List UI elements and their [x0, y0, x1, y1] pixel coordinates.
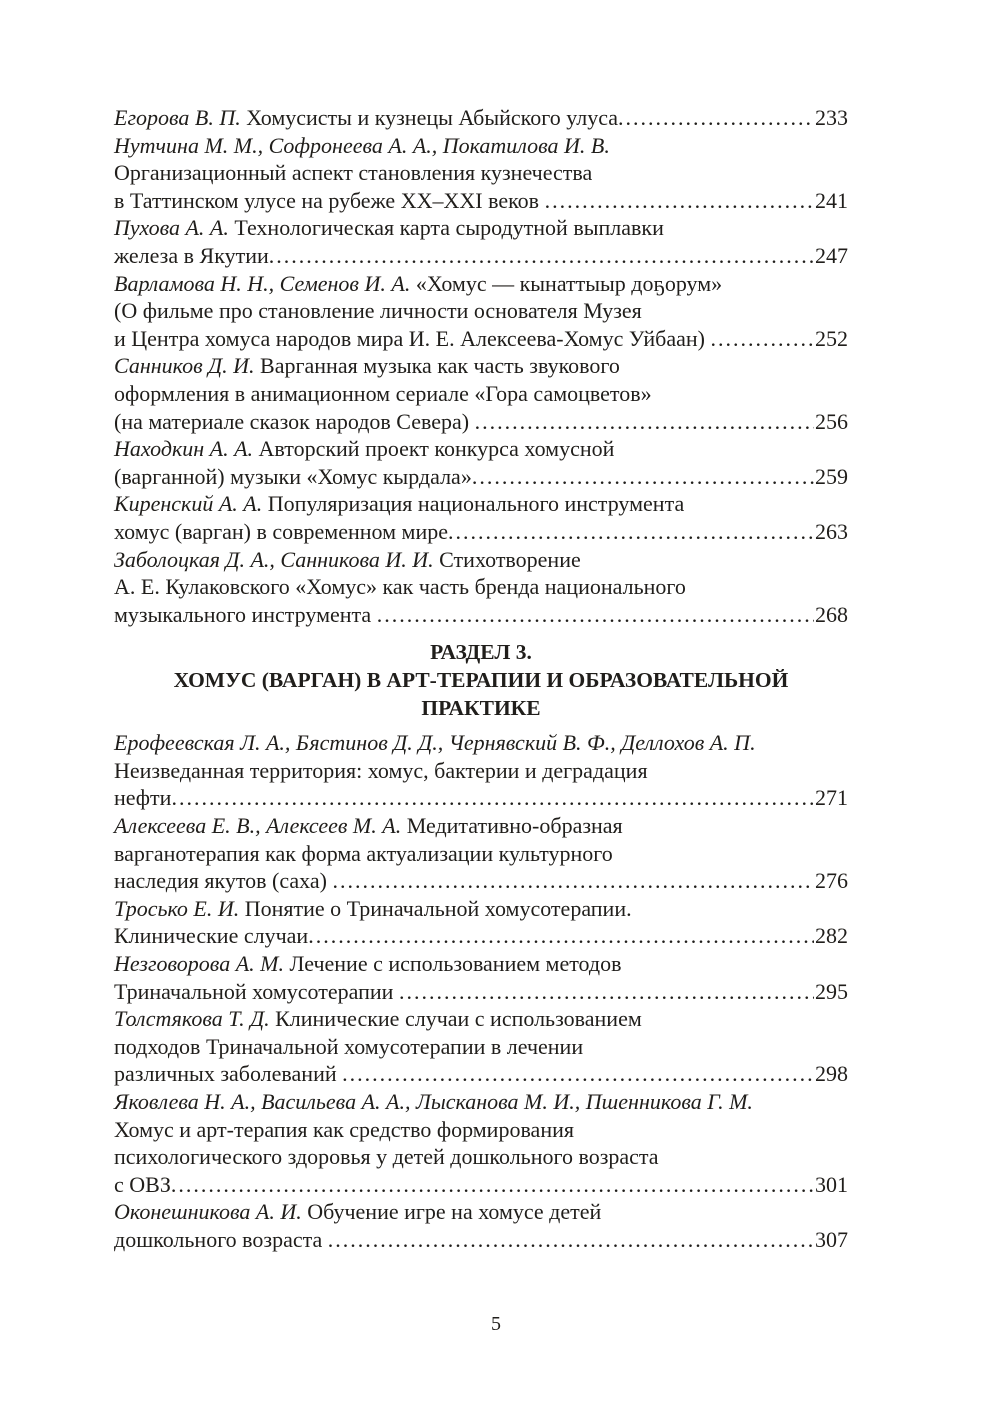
toc-line: [114, 573, 848, 601]
entry-title-text: Лечение с использованием методов: [289, 951, 622, 977]
entry-first-line: [114, 271, 722, 296]
entry-title-text: в Таттинском улусе на рубеже XX–XXI веков: [114, 187, 545, 213]
entry-page-number: 271: [815, 785, 848, 811]
entry-page-number: 247: [815, 242, 848, 268]
toc-content: [114, 104, 848, 1254]
entry-first-line: [114, 353, 620, 378]
toc-entry: [114, 352, 848, 435]
section-header: [114, 638, 848, 722]
dot-leader: [399, 978, 814, 1006]
toc-line: [114, 1143, 848, 1171]
toc-line: [114, 895, 848, 923]
entry-page-number: 298: [815, 1061, 848, 1087]
entry-author: Пухова А. А.: [114, 215, 235, 241]
toc-line: [114, 104, 848, 132]
toc-line: [114, 408, 848, 436]
entry-title-text: психологического здоровья у детей дошкольного возраста: [114, 1144, 659, 1170]
entry-first-line: [114, 896, 632, 921]
entry-title-text: дошкольного возраста: [114, 1226, 328, 1252]
entry-title-text: (варганной) музыки «Хомус кырдала»: [114, 463, 472, 489]
entry-title-text: различных заболеваний: [114, 1061, 343, 1087]
entry-title-text: Триначальной хомусотерапии: [114, 978, 399, 1004]
toc-line: [114, 950, 848, 978]
entry-author: Санников Д. И.: [114, 353, 261, 379]
toc-line: [114, 840, 848, 868]
toc-line: [114, 1060, 848, 1088]
entry-first-line: [114, 1199, 601, 1224]
entry-author: Нутчина М. М., Софронеева А. А., Покатилова И. В.: [114, 132, 610, 158]
entry-title-text: Медитативно-образная: [406, 813, 623, 839]
toc-entry: [114, 270, 848, 353]
dot-leader: [618, 104, 814, 132]
toc-line: [114, 435, 848, 463]
dot-leader: [448, 518, 814, 546]
entry-title-text: «Хомус — кынаттыыр доҕорум»: [415, 270, 723, 296]
entry-title-text: (О фильме про становление личности основателя Музея: [114, 298, 642, 324]
toc-entry: [114, 546, 848, 629]
toc-line: [114, 1116, 848, 1144]
toc-line: [114, 159, 848, 187]
entry-title-text: Стихотворение: [439, 546, 581, 572]
entry-author: Незговорова А. М.: [114, 951, 290, 977]
entry-title-text: Обучение игре на хомусе детей: [307, 1199, 602, 1225]
dot-leader: [171, 784, 814, 812]
entry-author: Заболоцкая Д. А., Санникова И. И.: [114, 546, 440, 572]
toc-line: [114, 187, 848, 215]
toc-line: [114, 463, 848, 491]
toc-line: [114, 325, 848, 353]
toc-part1: [114, 104, 848, 628]
toc-line: [114, 812, 848, 840]
toc-line: [114, 978, 848, 1006]
entry-title-text: подходов Триначальной хомусотерапии в лечении: [114, 1033, 584, 1059]
entry-author: Толстякова Т. Д.: [114, 1006, 276, 1032]
toc-entry: [114, 435, 848, 490]
toc-line: [114, 518, 848, 546]
entry-first-line: [114, 1089, 753, 1114]
entry-title-text: Варганная музыка как часть звукового: [260, 353, 620, 379]
toc-entry: [114, 490, 848, 545]
toc-line: [114, 490, 848, 518]
entry-title-text: с ОВЗ: [114, 1171, 171, 1197]
toc-line: [114, 867, 848, 895]
toc-entry: [114, 895, 848, 950]
entry-title-text: железа в Якутии: [114, 242, 269, 268]
entry-first-line: [114, 1006, 642, 1031]
toc-line: [114, 242, 848, 270]
entry-page-number: 259: [815, 463, 848, 489]
section-title-line: ПРАКТИКЕ: [421, 696, 541, 721]
entry-title-text: и Центра хомуса народов мира И. Е. Алексеева-Хомус Уйбаан): [114, 325, 711, 351]
entry-first-line: [114, 730, 756, 755]
toc-line: [114, 214, 848, 242]
dot-leader: [269, 242, 814, 270]
toc-entry: [114, 104, 848, 132]
toc-entry: [114, 812, 848, 895]
entry-title-text: Неизведанная территория: хомус, бактерии и деградация: [114, 757, 648, 783]
toc-line: [114, 1226, 848, 1254]
toc-entry: [114, 1088, 848, 1198]
dot-leader: [342, 1060, 814, 1088]
toc-line: [114, 380, 848, 408]
toc-line: [114, 352, 848, 380]
entry-title-text: нефти: [114, 785, 172, 811]
dot-leader: [475, 408, 814, 436]
toc-line: [114, 784, 848, 812]
page-number: 5: [491, 1313, 501, 1335]
entry-page-number: 276: [815, 868, 848, 894]
entry-author: Ерофеевская Л. А., Бястинов Д. Д., Чернявский В. Ф., Деллохов А. П.: [114, 730, 756, 756]
toc-entry: [114, 1198, 848, 1253]
entry-first-line: [114, 491, 684, 516]
toc-part2: [114, 729, 848, 1253]
toc-line: [114, 1198, 848, 1226]
entry-page-number: 256: [815, 408, 848, 434]
section-title-line: РАЗДЕЛ 3.: [430, 640, 532, 665]
entry-title-text: оформления в анимационном сериале «Гора самоцветов»: [114, 380, 652, 406]
entry-first-line: [114, 951, 622, 976]
entry-page-number: 301: [815, 1171, 848, 1197]
entry-author: Егорова В. П.: [114, 105, 247, 130]
toc-line: [114, 270, 848, 298]
entry-first-line: [114, 813, 623, 838]
entry-first-line: [114, 133, 610, 158]
dot-leader: [328, 1226, 814, 1254]
dot-leader: [545, 187, 814, 215]
entry-title-text: Клинические случаи: [114, 923, 309, 949]
entry-first-line: [114, 104, 618, 132]
entry-first-line: [114, 215, 664, 240]
entry-title-text: варганотерапия как форма актуализации культурного: [114, 840, 613, 866]
entry-title-text: хомус (варган) в современном мире: [114, 518, 449, 544]
entry-title-text: наследия якутов (саха): [114, 868, 333, 894]
toc-entry: [114, 729, 848, 812]
dot-leader: [308, 922, 814, 950]
dot-leader: [171, 1171, 814, 1199]
entry-first-line: [114, 547, 581, 572]
toc-line: [114, 1005, 848, 1033]
entry-title-text: Понятие о Триначальной хомусотерапии.: [244, 895, 632, 921]
dot-leader: [332, 867, 814, 895]
entry-author: Алексеева Е. В., Алексеев М. А.: [114, 813, 407, 839]
entry-author: Находкин А. А.: [114, 436, 259, 462]
entry-page-number: 252: [815, 325, 848, 351]
entry-page-number: 307: [815, 1226, 848, 1252]
toc-line: [114, 297, 848, 325]
toc-entry: [114, 1005, 848, 1088]
entry-author: Яковлева Н. А., Васильева А. А., Лысканова М. И., Пшенникова Г. М.: [114, 1089, 753, 1114]
toc-line: [114, 546, 848, 574]
entry-author: Киренский А. А.: [114, 491, 268, 517]
toc-line: [114, 132, 848, 160]
entry-title-text: Популяризация национального инструмента: [267, 491, 685, 517]
entry-page-number: 282: [815, 923, 848, 949]
entry-first-line: [114, 436, 614, 461]
toc-line: [114, 757, 848, 785]
toc-line: [114, 1033, 848, 1061]
entry-page-number: 268: [815, 601, 848, 627]
toc-entry: [114, 132, 848, 215]
dot-leader: [710, 325, 814, 353]
entry-author: Оконешникова А. И.: [114, 1199, 308, 1225]
section-title-line: ХОМУС (ВАРГАН) В АРТ-ТЕРАПИИ И ОБРАЗОВАТЕЛЬНОЙ: [173, 668, 789, 693]
toc-entry: [114, 214, 848, 269]
entry-title-text: (на материале сказок народов Севера): [114, 408, 475, 434]
entry-page-number: 295: [815, 978, 848, 1004]
entry-title-text: музыкального инструмента: [114, 601, 377, 627]
entry-title-text: Хомусисты и кузнецы Абыйского улуса: [246, 105, 619, 130]
dot-leader: [472, 463, 814, 491]
entry-page-number: 241: [815, 187, 848, 213]
entry-title-text: Клинические случаи с использованием: [275, 1006, 642, 1032]
entry-author: Варламова Н. Н., Семенов И. А.: [114, 270, 416, 296]
toc-line: [114, 922, 848, 950]
toc-line: [114, 1088, 848, 1116]
entry-title-text: Авторский проект конкурса хомусной: [258, 436, 615, 462]
toc-line: [114, 729, 848, 757]
toc-line: [114, 1171, 848, 1199]
toc-entry: [114, 950, 848, 1005]
toc-line: [114, 601, 848, 629]
entry-title-text: А. Е. Кулаковского «Хомус» как часть бренда национального: [114, 574, 686, 600]
entry-page-number: 263: [815, 518, 848, 544]
dot-leader: [377, 601, 814, 629]
entry-page-number: 233: [815, 105, 848, 130]
entry-title-text: Хомус и арт-терапия как средство формирования: [114, 1116, 574, 1142]
entry-author: Тросько Е. И.: [114, 895, 245, 921]
entry-title-text: Организационный аспект становления кузнечества: [114, 160, 593, 186]
entry-title-text: Технологическая карта сыродутной выплавки: [234, 215, 664, 241]
